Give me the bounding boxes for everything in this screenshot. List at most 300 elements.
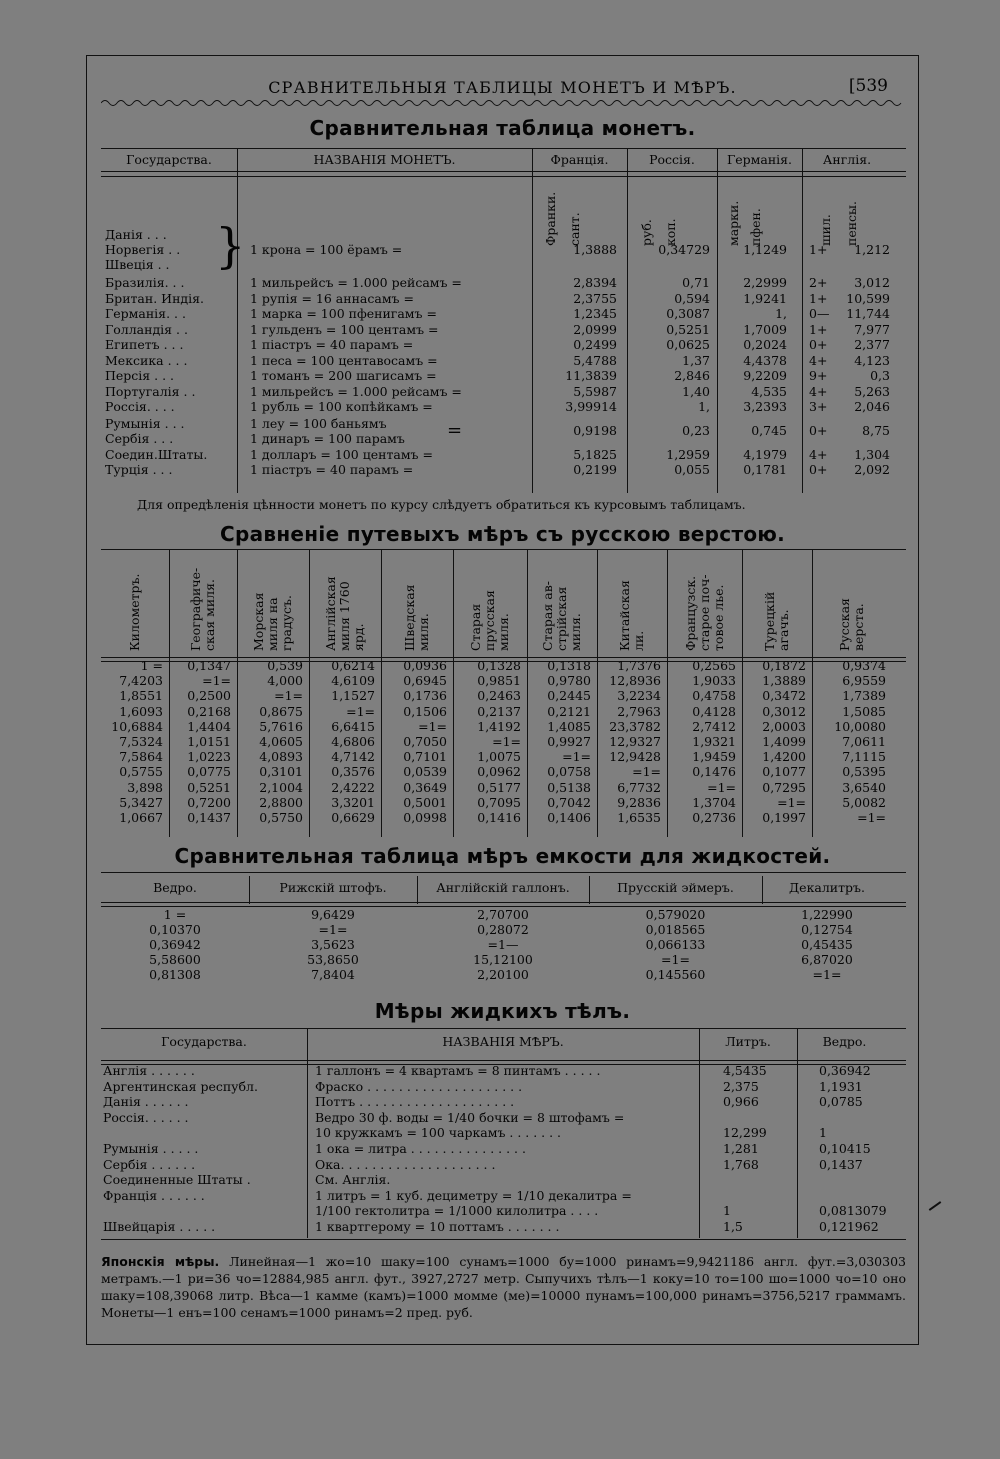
column-rule: [532, 148, 533, 493]
road-cell: 7,5324: [119, 734, 163, 749]
road-cell: 1,6093: [119, 703, 163, 719]
road-cell: 0,0936: [403, 658, 447, 673]
liquid-cell: 53,8650: [307, 952, 359, 967]
fluids-country: Соединенные Штаты .: [103, 1172, 251, 1188]
road-cell: 1,3704: [692, 794, 736, 810]
road-cell: 1,4404: [187, 718, 231, 734]
road-cell: 0,1347: [187, 658, 231, 673]
road-cell: =1=: [632, 764, 661, 780]
road-header: Англійская: [323, 576, 338, 651]
coins-en-shil: 4+: [809, 383, 828, 399]
road-cell: 0,0539: [403, 764, 447, 780]
coins-country: Россія. . . .: [105, 399, 175, 414]
coins-en-pence: 3,012: [854, 275, 890, 290]
coins-subheader: сант.: [567, 212, 582, 246]
road-cell: 0,5138: [547, 779, 591, 795]
coins-fr: 5,4788: [573, 352, 617, 368]
fluids-name: 1/100 гектолитра = 1/1000 килолитра . . . .: [315, 1203, 599, 1219]
coins-en-pence: 8,75: [862, 422, 890, 438]
coins-fr: 0,9198: [573, 422, 617, 438]
road-cell: 6,6415: [331, 718, 375, 734]
coins-de: 1,1249: [743, 242, 787, 257]
coins-de: 1,: [775, 306, 787, 321]
road-cell: 1,4099: [762, 734, 806, 749]
road-header: старое поч-: [696, 574, 712, 651]
fluids-name: Ока. . . . . . . . . . . . . . . . . . . .: [315, 1156, 496, 1172]
fluids-vedro: 0,36942: [819, 1063, 871, 1078]
liquid-cell: 0,018565: [645, 922, 706, 937]
coins-title: Сравнительная таблица монетъ.: [309, 116, 696, 140]
coins-header: Франція.: [550, 152, 609, 167]
coins-eq: =: [447, 419, 463, 441]
coins-ru: 0,23: [682, 422, 710, 438]
page-frame: [86, 55, 919, 1345]
liquid-cell: 0,066133: [645, 937, 706, 952]
road-cell: 1,7389: [842, 688, 886, 704]
coins-ru: 1,2959: [666, 446, 710, 462]
coins-de: 0,745: [751, 422, 787, 438]
liquid-cell: 0,81308: [149, 967, 201, 982]
road-cell: 0,7050: [403, 734, 447, 749]
road-cell: 4,7142: [331, 749, 375, 765]
coins-subheader: Франки.: [543, 191, 558, 246]
liquid-title: Сравнительная таблица мѣръ емкости для жидкостей.: [174, 844, 831, 868]
road-cell: 4,0893: [259, 749, 303, 765]
page-number: [539: [848, 76, 888, 96]
fluids-litre: 0,966: [723, 1094, 759, 1110]
coins-country: Соедин.Штаты.: [105, 446, 208, 462]
japanese-measures: [101, 1253, 906, 1321]
coins-country: Турція . . .: [105, 462, 173, 477]
road-cell: 0,1506: [403, 703, 447, 719]
road-cell: 0,7095: [477, 794, 521, 810]
fluids-name: Ведро 30 ф. воды = 1/40 бочки = 8 штофамъ =: [315, 1109, 625, 1125]
road-cell: 7,1115: [842, 749, 886, 765]
road-cell: 1,9033: [692, 673, 736, 689]
coins-fr: 2,3755: [573, 290, 617, 306]
fluids-vedro: 0,0785: [819, 1094, 863, 1110]
coins-ru: 0,594: [674, 290, 710, 306]
rule: [101, 1239, 906, 1240]
road-header: миля 1760: [337, 581, 352, 651]
road-cell: 2,1004: [259, 779, 303, 795]
road-cell: 0,1476: [692, 764, 736, 780]
coins-country: Сербія . . .: [105, 430, 174, 446]
coins-ru: 0,71: [682, 275, 710, 290]
road-cell: =1=: [707, 779, 736, 795]
liquid-cell: =1=: [318, 922, 348, 937]
road-header: Километръ.: [127, 573, 142, 651]
column-rule: [237, 148, 238, 493]
road-cell: 2,0003: [762, 718, 806, 734]
liquid-cell: 2,20100: [477, 967, 529, 982]
coins-de: 0,1781: [743, 462, 787, 477]
road-cell: 4,6806: [331, 734, 375, 749]
japanese-text: Линейная—1 жо=10 шаку=100 сунамъ=1000 бу=1000 ринамъ=9,9421186 англ. фут.=3,030303 метрамъ.—1 ри=36 чо=12884,985 англ. фут., 3927,2727 метр. Сыпучихъ тѣлъ—1 коку=10 то=100 шо=1000 чо=10 оно шаку=108,39068 литр. Вѣса—1 камме (камъ)=1000 момме (ме)=10000 пунамъ=100,000 ринамъ=3756,5217 граммамъ. Монеты—1 енъ=100 сенамъ=1000 ринамъ=2 пред. руб.: [101, 1254, 906, 1320]
road-cell: =1=: [202, 673, 231, 689]
road-cell: =1=: [274, 688, 303, 704]
fluids-litre: 1: [723, 1203, 731, 1219]
road-cell: 1,4200: [762, 749, 806, 765]
coins-country: Британ. Индія.: [105, 290, 204, 306]
road-header: градусъ.: [279, 595, 294, 651]
coins-en-shil: 4+: [809, 446, 828, 462]
fluids-vedro: 0,10415: [819, 1141, 871, 1156]
coins-de: 4,535: [751, 383, 787, 399]
road-cell: 0,1416: [477, 810, 521, 825]
road-cell: 0,9780: [547, 673, 591, 689]
rule: [101, 171, 906, 172]
coins-name: 1 леу = 100 баньямъ: [250, 415, 387, 431]
road-cell: 2,4222: [331, 779, 375, 795]
road-cell: =1=: [857, 810, 886, 825]
coins-subheader: пфен.: [748, 208, 763, 246]
road-cell: 1,3889: [762, 673, 806, 689]
coins-en-pence: 2,092: [854, 462, 890, 477]
coins-fr: 1,2345: [573, 306, 617, 321]
fluids-header: Ведро.: [822, 1034, 867, 1049]
coins-en-shil: 3+: [809, 399, 828, 414]
fluids-country: Аргентинская республ.: [103, 1078, 258, 1094]
coins-en-shil: 1+: [809, 242, 828, 257]
japanese-label: Японскія мѣры.: [101, 1254, 220, 1269]
road-cell: 3,3201: [331, 794, 375, 810]
fluids-header: Литръ.: [725, 1034, 771, 1049]
road-cell: 0,5177: [477, 779, 521, 795]
coins-subheader: марки.: [726, 200, 741, 246]
road-cell: 7,5864: [119, 749, 163, 765]
coins-country: Бразилія. . .: [105, 275, 185, 290]
rule: [101, 549, 906, 550]
road-header: ская миля.: [202, 579, 217, 651]
liquid-header: Англійскій галлонъ.: [436, 880, 570, 895]
coins-subheader: пенсы.: [844, 201, 859, 246]
road-cell: 1,8551: [119, 688, 163, 704]
coins-name: 1 динаръ = 100 парамъ: [250, 430, 405, 446]
coins-name: 1 мильрейсъ = 1.000 рейсамъ =: [250, 275, 462, 290]
road-cell: 0,0775: [187, 764, 231, 780]
road-header: Французск.: [682, 575, 698, 651]
fluids-litre: 1,281: [723, 1141, 759, 1156]
liquid-header: Ведро.: [153, 880, 197, 895]
road-cell: 0,5750: [259, 810, 303, 825]
road-header: Старая ав-: [540, 581, 555, 651]
coins-en-pence: 4,123: [854, 352, 890, 368]
road-cell: 0,6629: [331, 810, 375, 825]
road-cell: 0,7042: [547, 794, 591, 810]
margin-mark: [929, 1201, 942, 1211]
coins-de: 3,2393: [743, 399, 787, 414]
road-cell: 7,4203: [119, 673, 163, 689]
coins-name: 1 крона = 100 ёрамъ =: [250, 242, 403, 257]
liquid-cell: 15,12100: [473, 952, 533, 967]
coins-header: НАЗВАНІЯ МОНЕТЪ.: [313, 152, 456, 167]
column-rule: [802, 148, 803, 493]
coins-name: 1 песа = 100 центавосамъ =: [250, 352, 438, 368]
coins-subheader: руб.: [639, 219, 654, 246]
fluids-title: Мѣры жидкихъ тѣлъ.: [374, 999, 631, 1023]
liquid-cell: 0,10370: [149, 922, 201, 937]
column-rule: [627, 148, 628, 493]
fluids-vedro: 0,0813079: [819, 1203, 887, 1219]
liquid-cell: 1 =: [163, 907, 187, 922]
fluids-litre: 12,299: [723, 1125, 767, 1141]
road-cell: 0,5001: [403, 794, 447, 810]
road-cell: 4,0605: [259, 734, 303, 749]
road-cell: 0,539: [267, 658, 303, 673]
coins-en-shil: 1+: [809, 290, 828, 306]
road-cell: 0,3576: [331, 764, 375, 780]
road-cell: 0,5395: [842, 764, 886, 780]
road-cell: 12,9327: [609, 734, 661, 749]
coins-en-pence: 5,263: [854, 383, 890, 399]
road-header: ярд.: [351, 623, 366, 651]
road-cell: =1=: [562, 749, 591, 765]
coins-de: 9,2209: [743, 368, 787, 383]
coins-en-shil: 0+: [809, 422, 828, 438]
road-header: Старая: [468, 603, 483, 651]
road-cell: 0,4758: [692, 688, 736, 704]
coins-ru: 0,055: [674, 462, 710, 477]
road-cell: 3,898: [127, 779, 163, 795]
coins-en-shil: 2+: [809, 275, 828, 290]
road-cell: 4,6109: [331, 673, 375, 689]
fluids-country: Россія. . . . . .: [103, 1109, 189, 1125]
road-cell: 1,7376: [617, 658, 661, 673]
fluids-name: 1 квартгерому = 10 поттамъ . . . . . . .: [315, 1219, 560, 1234]
column-rule: [762, 876, 763, 904]
fluids-country: Румынія . . . . .: [103, 1141, 199, 1156]
coins-country: Египетъ . . .: [105, 337, 184, 352]
coins-fr: 1,3888: [573, 242, 617, 257]
coins-fr: 5,5987: [573, 383, 617, 399]
road-cell: 0,8675: [259, 703, 303, 719]
fluids-litre: 2,375: [723, 1078, 759, 1094]
fluids-name: 1 ока = литра . . . . . . . . . . . . . . .: [315, 1141, 526, 1156]
coins-en-pence: 0,3: [870, 368, 890, 383]
coins-de: 1,7009: [743, 321, 787, 337]
fluids-country: Англія . . . . . .: [103, 1063, 195, 1078]
liquid-cell: 7,8404: [311, 967, 355, 982]
road-header: стрійская: [554, 586, 569, 651]
liquid-cell: 6,87020: [801, 952, 853, 967]
fluids-vedro: 1: [819, 1125, 827, 1141]
coins-name: 1 рупія = 16 аннасамъ =: [250, 290, 414, 306]
rule: [101, 872, 906, 873]
coins-name: 1 піастръ = 40 парамъ =: [250, 337, 414, 352]
coins-fr: 0,2199: [573, 462, 617, 477]
road-cell: 0,5251: [187, 779, 231, 795]
coins-en-shil: 0—: [809, 306, 830, 321]
rule: [101, 902, 906, 903]
road-cell: 0,1077: [762, 764, 806, 780]
coins-en-shil: 0+: [809, 337, 828, 352]
road-cell: 1,4192: [477, 718, 521, 734]
road-cell: 0,0758: [547, 764, 591, 780]
road-header: миля.: [496, 613, 511, 651]
liquid-cell: 0,145560: [645, 967, 706, 982]
road-header: верста.: [851, 603, 866, 651]
coins-en-pence: 1,212: [854, 242, 890, 257]
road-cell: 0,6945: [403, 673, 447, 689]
coins-en-shil: 9+: [809, 368, 828, 383]
liquid-cell: 0,36942: [149, 937, 201, 952]
coins-en-pence: 1,304: [854, 446, 890, 462]
road-header: Русская: [837, 598, 852, 651]
column-rule: [699, 1028, 700, 1238]
rule: [101, 176, 906, 177]
road-cell: 0,1997: [762, 810, 806, 825]
road-cell: 0,1437: [187, 810, 231, 825]
liquid-header: Рижскій штофъ.: [279, 880, 387, 895]
road-cell: 0,5755: [119, 764, 163, 780]
fluids-name: Поттъ . . . . . . . . . . . . . . . . . . . .: [315, 1094, 515, 1110]
road-cell: =1=: [777, 794, 806, 810]
coins-country: Норвегія . .: [105, 242, 181, 257]
road-cell: 0,2445: [547, 688, 591, 704]
coins-fr: 3,99914: [565, 399, 617, 414]
liquid-cell: 0,45435: [801, 937, 853, 952]
rule: [101, 1028, 906, 1029]
coins-fr: 11,3839: [565, 368, 617, 383]
coins-de: 1,9241: [743, 290, 787, 306]
road-header: Китайская: [617, 580, 632, 651]
fluids-vedro: 0,121962: [819, 1219, 879, 1234]
road-cell: 0,1328: [477, 658, 521, 673]
fluids-name: 10 кружкамъ = 100 чаркамъ . . . . . . .: [315, 1125, 562, 1141]
road-header: Морская: [251, 592, 266, 651]
coins-fr: 5,1825: [573, 446, 617, 462]
road-cell: 0,4128: [692, 703, 736, 719]
road-cell: 1,5085: [842, 703, 886, 719]
fluids-litre: 4,5435: [723, 1063, 767, 1078]
liquid-cell: 3,5623: [311, 937, 355, 952]
road-cell: 0,7295: [762, 779, 806, 795]
coins-subheader: шил.: [818, 214, 833, 246]
road-cell: 0,1736: [403, 688, 447, 704]
road-cell: 0,2736: [692, 810, 736, 825]
coins-ru: 0,5251: [666, 321, 710, 337]
road-header: товое лье.: [710, 584, 726, 651]
liquid-cell: =1—: [487, 937, 519, 952]
fluids-litre: 1,5: [723, 1219, 743, 1234]
column-rule: [589, 876, 590, 904]
coins-country: Данія . . .: [105, 227, 167, 242]
coins-header: Германія.: [726, 152, 793, 167]
road-cell: 0,0962: [477, 764, 521, 780]
fluids-name: 1 литръ = 1 куб. дециметру = 1/10 декалитра =: [315, 1187, 632, 1203]
fluids-name: 1 галлонъ = 4 квартамъ = 8 пинтамъ . . . . .: [315, 1063, 601, 1078]
fluids-header: Государства.: [161, 1034, 247, 1049]
liquid-cell: 1,22990: [801, 907, 853, 922]
road-header: миля на: [265, 597, 280, 651]
road-cell: 1,0075: [477, 749, 521, 765]
road-header: агачъ.: [776, 609, 791, 651]
rule: [101, 1060, 906, 1061]
fluids-vedro: 1,1931: [819, 1078, 863, 1094]
road-cell: 0,0998: [403, 810, 447, 825]
coins-en-pence: 11,744: [846, 306, 890, 321]
road-cell: 2,7412: [692, 718, 736, 734]
coins-country: Германія. . .: [105, 306, 186, 321]
road-cell: 1,9459: [692, 749, 736, 765]
road-cell: 1,6535: [617, 810, 661, 825]
coins-de: 0,2024: [743, 337, 787, 352]
coins-en-pence: 7,977: [854, 321, 890, 337]
fluids-litre: 1,768: [723, 1156, 759, 1172]
coins-name: 1 томанъ = 200 шагисамъ =: [250, 368, 437, 383]
road-cell: 6,9559: [842, 673, 886, 689]
road-cell: 0,9851: [477, 673, 521, 689]
coins-name: 1 мильрейсъ = 1.000 рейсамъ =: [250, 383, 462, 399]
coins-country: Португалія . .: [105, 383, 196, 399]
coins-en-shil: 4+: [809, 352, 828, 368]
wavy-rule: [101, 98, 906, 108]
road-header: миля.: [416, 613, 431, 651]
coins-en-pence: 2,046: [854, 399, 890, 414]
road-cell: 2,7963: [617, 703, 661, 719]
liquid-cell: 0,579020: [645, 907, 706, 922]
road-cell: 1,0223: [187, 749, 231, 765]
road-cell: 7,0611: [842, 734, 886, 749]
road-cell: 2,8800: [259, 794, 303, 810]
road-cell: 5,3427: [119, 794, 163, 810]
coins-ru: 1,37: [682, 352, 710, 368]
road-cell: 0,3472: [762, 688, 806, 704]
road-cell: 10,0080: [834, 718, 886, 734]
road-cell: 1 =: [140, 658, 163, 673]
column-rule: [249, 876, 250, 904]
coins-country: Румынія . . .: [105, 415, 185, 431]
road-cell: 12,9428: [609, 749, 661, 765]
liquid-cell: =1=: [812, 967, 842, 982]
road-cell: 0,3012: [762, 703, 806, 719]
coins-country: Голландія . .: [105, 321, 188, 337]
road-cell: 1,4085: [547, 718, 591, 734]
coins-en-shil: 1+: [809, 321, 828, 337]
road-cell: 0,6214: [331, 658, 375, 673]
road-cell: 0,7200: [187, 794, 231, 810]
road-header: ли.: [631, 630, 646, 651]
running-header: СРАВНИТЕЛЬНЫЯ ТАБЛИЦЫ МОНЕТЪ И МѢРЪ.: [268, 78, 737, 97]
road-title: Сравненіе путевыхъ мѣръ съ русскою верстою.: [219, 522, 786, 546]
road-header: миля.: [568, 613, 583, 651]
fluids-name: См. Англія.: [315, 1172, 391, 1188]
road-cell: 0,2168: [187, 703, 231, 719]
road-cell: 0,2565: [692, 658, 736, 673]
coins-header: Россія.: [649, 152, 695, 167]
fluids-country: Сербія . . . . . .: [103, 1156, 196, 1172]
road-cell: 0,1872: [762, 658, 806, 673]
road-cell: 3,6540: [842, 779, 886, 795]
road-cell: 6,7732: [617, 779, 661, 795]
coins-name: 1 долларъ = 100 центамъ =: [250, 446, 433, 462]
coins-note: Для опредѣленія цѣнности монетъ по курсу слѣдуетъ обратиться къ курсовымъ таблицамъ.: [137, 497, 746, 512]
road-cell: 0,3101: [259, 764, 303, 780]
coins-en-pence: 10,599: [846, 290, 890, 306]
coins-ru: 0,34729: [658, 242, 710, 257]
coins-country: Швеція . .: [105, 257, 170, 272]
road-cell: 1,0667: [119, 810, 163, 825]
road-cell: 10,6884: [111, 718, 163, 734]
coins-ru: 2,846: [674, 368, 710, 383]
coins-ru: 1,40: [682, 383, 710, 399]
liquid-cell: 0,12754: [801, 922, 853, 937]
road-cell: 0,1318: [547, 658, 591, 673]
road-cell: =1=: [492, 734, 521, 749]
liquid-header: Прусскій эймеръ.: [617, 880, 734, 895]
fluids-country: Швейцарія . . . . .: [103, 1219, 216, 1234]
